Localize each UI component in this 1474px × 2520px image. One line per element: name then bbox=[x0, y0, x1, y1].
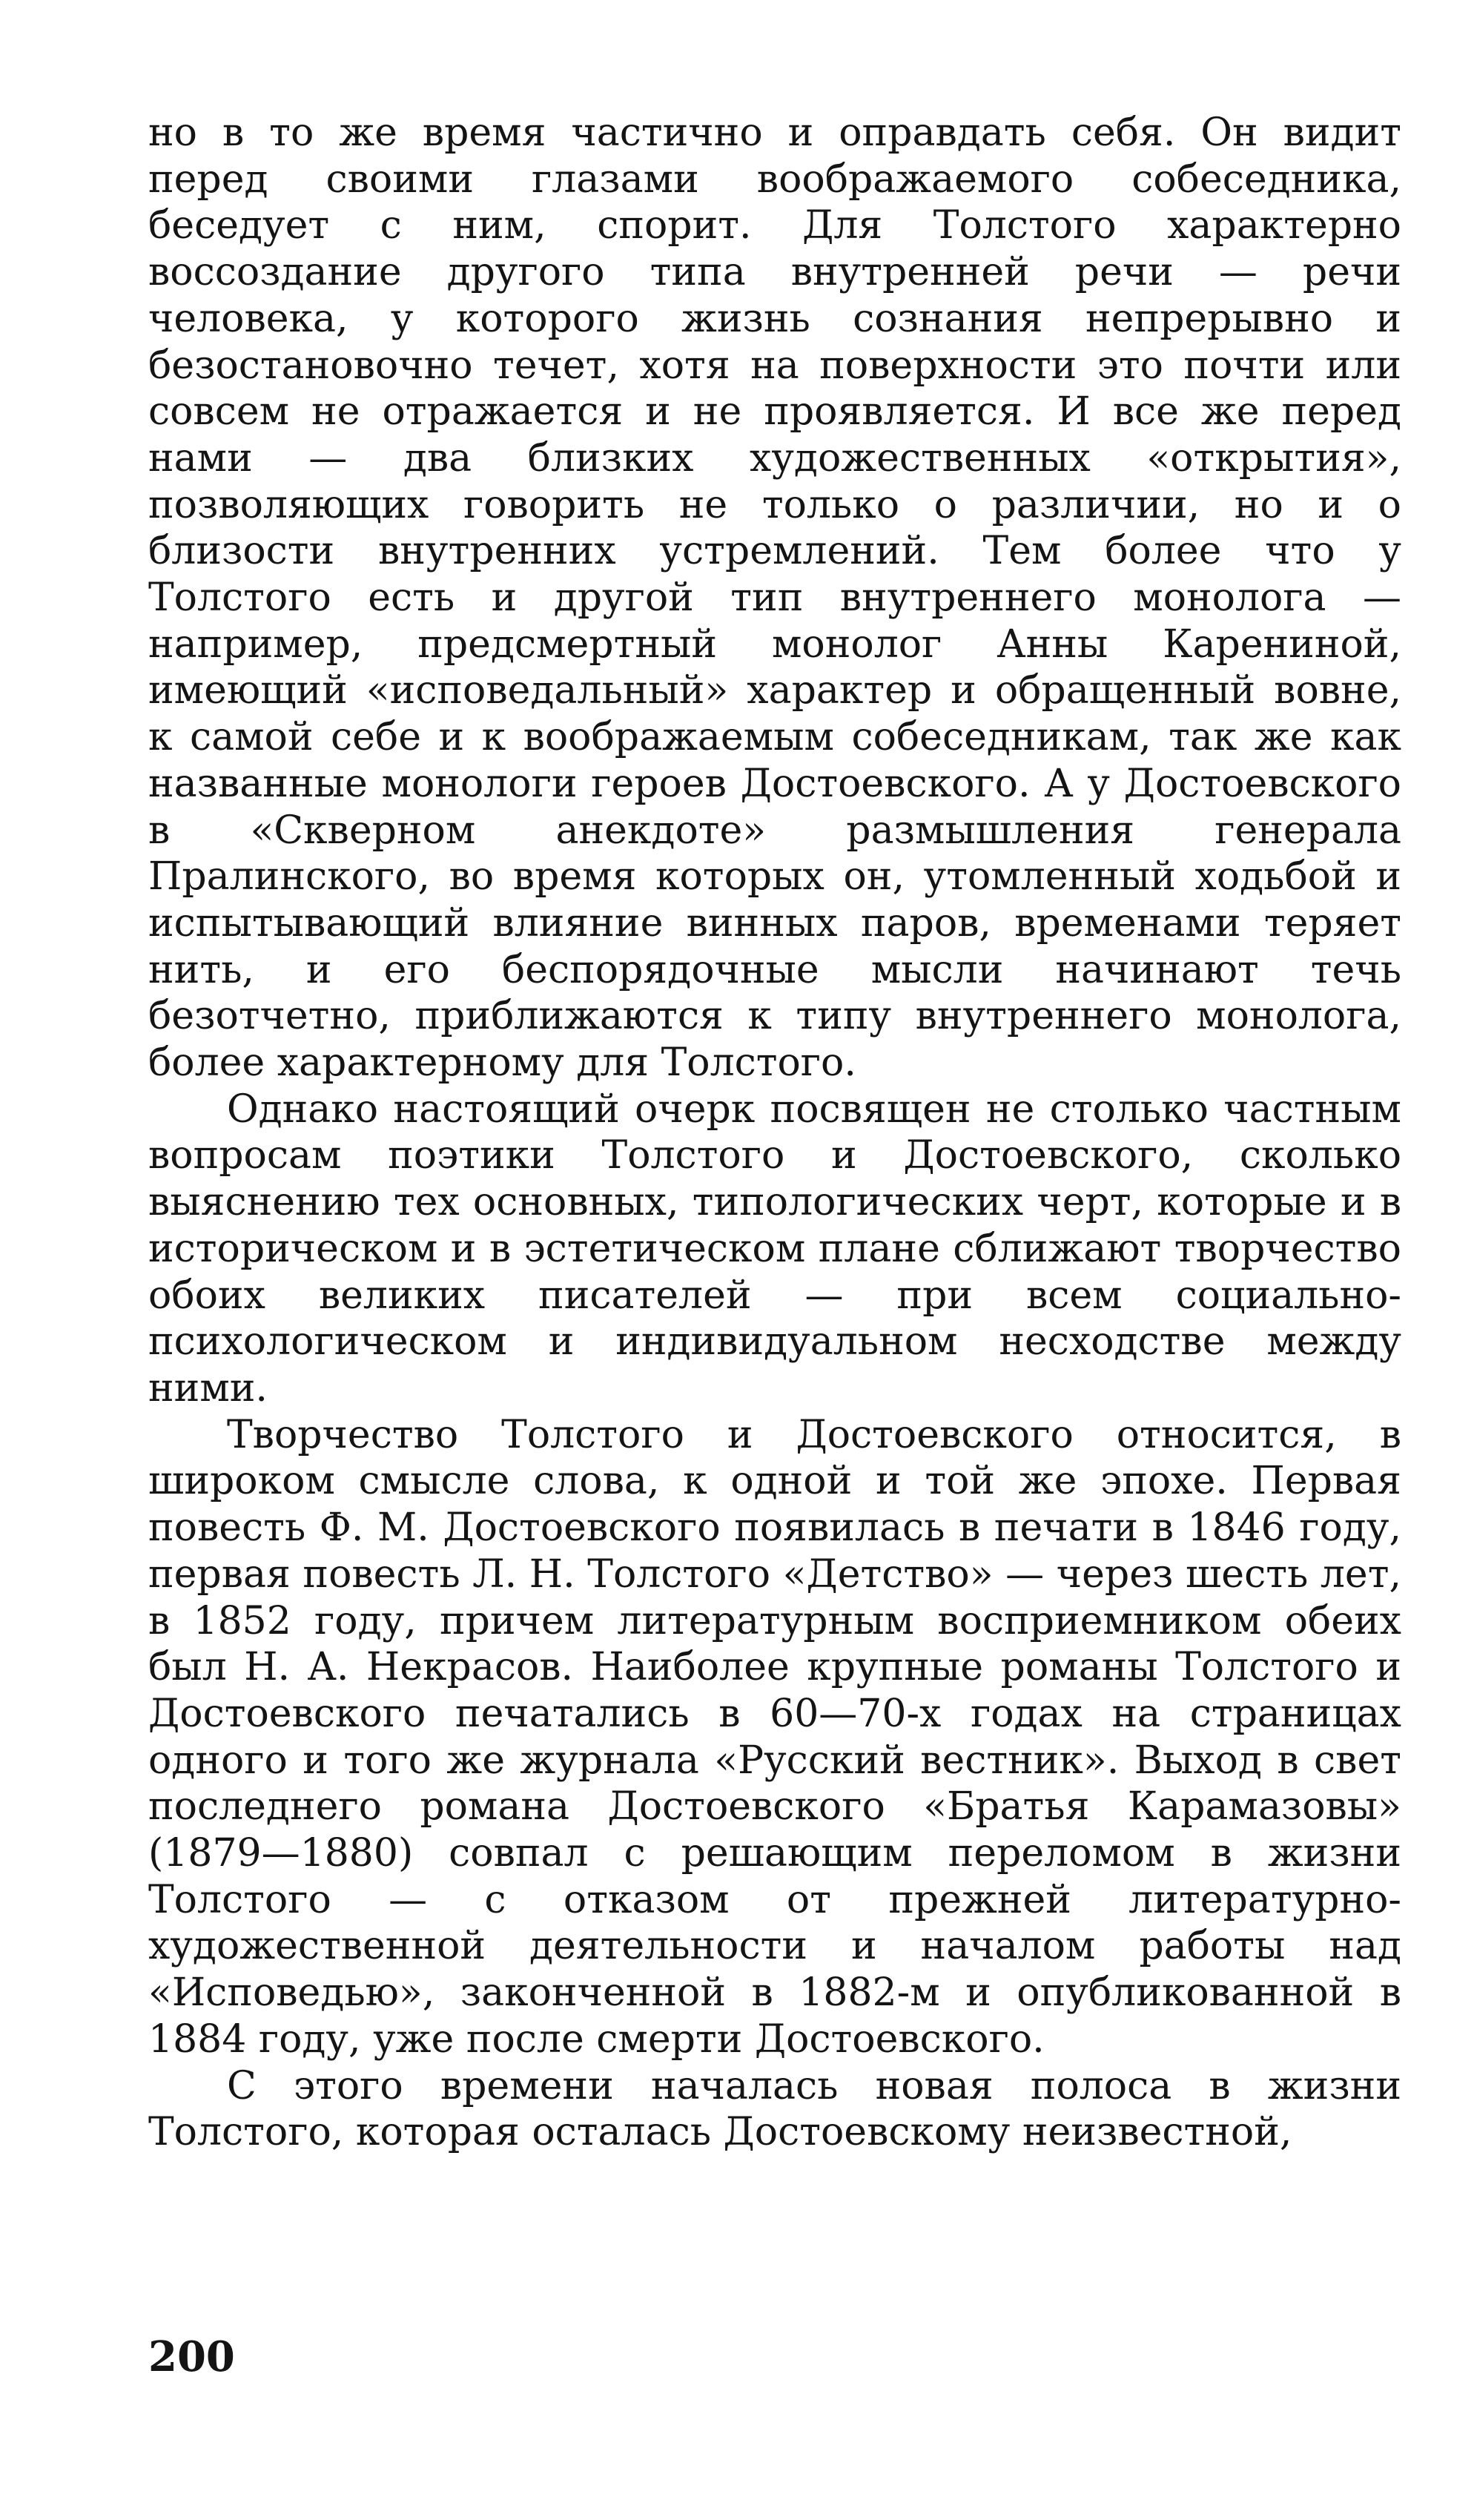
paragraph-3: Творчество Толстого и Достоевского относится, в широком смысле слова, к одной и той же эпохе. Первая повесть Ф. М. Достоевского появилась в печати в 1846 году, первая повесть Л. Н. Толстого «Детство» — через шесть лет, в 1852 году, причем литературным восприемником обеих был Н. А. Некрасов. Наиболее крупные романы Толстого и Достоевского печатались в 60—70-х годах на страницах одного и того же журнала «Русский вестник». Выход в свет последнего романа Достоевского «Братья Карамазовы» (1879—1880) совпал с решающим переломом в жизни Толстого — с отказом от прежней литературно-художественной деятельности и началом работы над «Исповедью», законченной в 1882-м и опубликованной в 1884 году, уже после смерти Достоевского. bbox=[148, 1412, 1401, 2062]
paragraph-4: С этого времени началась новая полоса в жизни Толстого, которая осталась Достоевскому неизвестной, bbox=[148, 2063, 1401, 2155]
page-body bbox=[148, 110, 1401, 2156]
paragraph-2: Однако настоящий очерк посвящен не столько частным вопросам поэтики Толстого и Достоевского, сколько выяснению тех основных, типологических черт, которые и в историческом и в эстетическом плане сближают творчество обоих великих писателей — при всем социально-психологическом и индивидуальном несходстве между ними. bbox=[148, 1086, 1401, 1411]
page-number: 200 bbox=[148, 2332, 235, 2381]
paragraph-1: но в то же время частично и оправдать себя. Он видит перед своими глазами воображаемого собеседника, беседует с ним, спорит. Для Толстого характерно воссоздание другого типа внутренней речи — речи человека, у которого жизнь сознания непрерывно и безостановочно течет, хотя на поверхности это почти или совсем не отражается и не проявляется. И все же перед нами — два близких художественных «открытия», позволяющих говорить не только о различии, но и о близости внутренних устремлений. Тем более что у Толстого есть и другой тип внутреннего монолога — например, предсмертный монолог Анны Карениной, имеющий «исповедальный» характер и обращенный вовне, к самой себе и к воображаемым собеседникам, так же как названные монологи героев Достоевского. А у Достоевского в «Скверном анекдоте» размышления генерала Пралинского, во время которых он, утомленный ходьбой и испытывающий влияние винных паров, временами теряет нить, и его беспорядочные мысли начинают течь безотчетно, приближаются к типу внутреннего монолога, более характерному для Толстого. bbox=[148, 111, 1401, 1086]
